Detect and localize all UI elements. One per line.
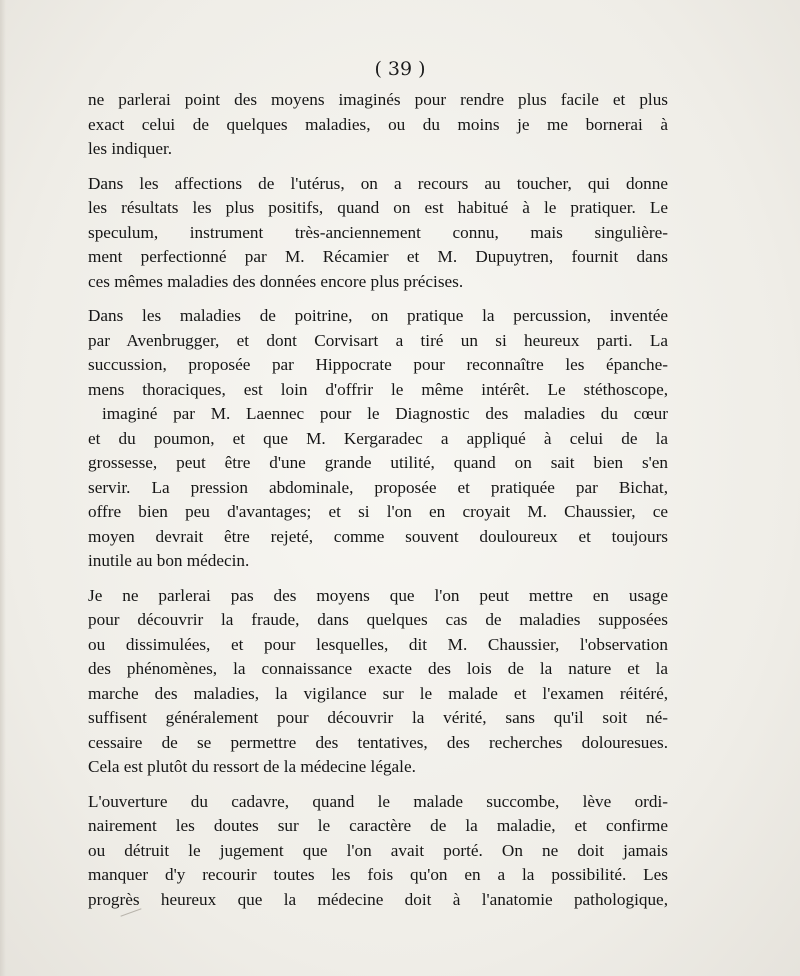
text-line: ou dissimulées, et pour lesquelles, dit M. Chaussier, l'observation xyxy=(88,634,668,654)
text-line: Dans les affections de l'utérus, on a recours au toucher, qui donne xyxy=(88,173,668,193)
text-line: cessaire de se permettre des tentatives, des recherches dolouresues. xyxy=(88,732,668,752)
paragraph-5 xyxy=(88,790,668,913)
text-line: Dans les maladies de poitrine, on pratique la percussion, inventée xyxy=(88,306,668,325)
text-line: progrès heureux que la médecine doit à l'anatomie pathologique, xyxy=(88,889,668,909)
page-edge-shadow xyxy=(0,0,6,976)
text-line: succussion, proposée par Hippocrate pour reconnaître les épanche- xyxy=(88,355,668,374)
text-line: servir. La pression abdominale, proposée et pratiquée par Bichat, xyxy=(88,477,668,497)
text-line: les indiquer. xyxy=(88,139,173,158)
text-line: Je ne parlerai pas des moyens que l'on peut mettre en usage xyxy=(88,585,668,605)
text-line: grossesse, peut être d'une grande utilité, quand on sait bien s'en xyxy=(88,453,668,472)
text-line: par Avenbrugger, et dont Corvisart a tiré un si heureux parti. La xyxy=(88,330,668,350)
text-line: Cela est plutôt du ressort de la médecine légale. xyxy=(88,757,416,776)
paragraph-2 xyxy=(88,172,668,295)
text-line: speculum, instrument très-anciennement connu, mais singulière- xyxy=(88,222,668,242)
text-line: manquer d'y recourir toutes les fois qu'on en a la possibilité. Les xyxy=(88,865,668,884)
text-line: ou détruit le jugement que l'on avait porté. On ne doit jamais xyxy=(88,840,668,860)
text-line: suffisent généralement pour découvrir la vérité, sans qu'il soit né- xyxy=(88,708,668,727)
text-line: ne parlerai point des moyens imaginés pour rendre plus facile et plus xyxy=(88,90,668,109)
paragraph-4 xyxy=(88,584,668,780)
text-line: exact celui de quelques maladies, ou du moins je me bornerai à xyxy=(88,114,668,134)
text-line: moyen devrait être rejeté, comme souvent douloureux et toujours xyxy=(88,526,668,546)
text-line: inutile au bon médecin. xyxy=(88,551,250,570)
text-line: offre bien peu d'avantages; et si l'on en croyait M. Chaussier, ce xyxy=(88,502,668,521)
text-line: et du poumon, et que M. Kergaradec a appliqué à celui de la xyxy=(88,428,668,448)
text-line: nairement les doutes sur le caractère de la maladie, et confirme xyxy=(88,816,668,835)
paragraph-3 xyxy=(88,304,668,574)
text-line: des phénomènes, la connaissance exacte des lois de la nature et la xyxy=(88,659,668,678)
text-line: marche des maladies, la vigilance sur le malade et l'examen réitéré, xyxy=(88,683,668,703)
text-line: ces mêmes maladies des données encore plus précises. xyxy=(88,271,464,291)
text-line: L'ouverture du cadavre, quand le malade succombe, lève ordi- xyxy=(88,791,668,811)
paragraph-1 xyxy=(88,88,668,162)
text-line: les résultats les plus positifs, quand on est habitué à le pratiquer. Le xyxy=(88,198,668,217)
body-text xyxy=(88,88,668,922)
text-line: pour découvrir la fraude, dans quelques cas de maladies supposées xyxy=(88,610,668,629)
text-line: ment perfectionné par M. Récamier et M. Dupuytren, fournit dans xyxy=(88,247,668,266)
text-line: mens thoraciques, est loin d'offrir le même intérêt. Le stéthoscope, xyxy=(88,379,668,399)
page-number: ( 39 ) xyxy=(374,58,426,80)
text-line: imaginé par M. Laennec pour le Diagnostic des maladies du cœur xyxy=(102,404,668,423)
